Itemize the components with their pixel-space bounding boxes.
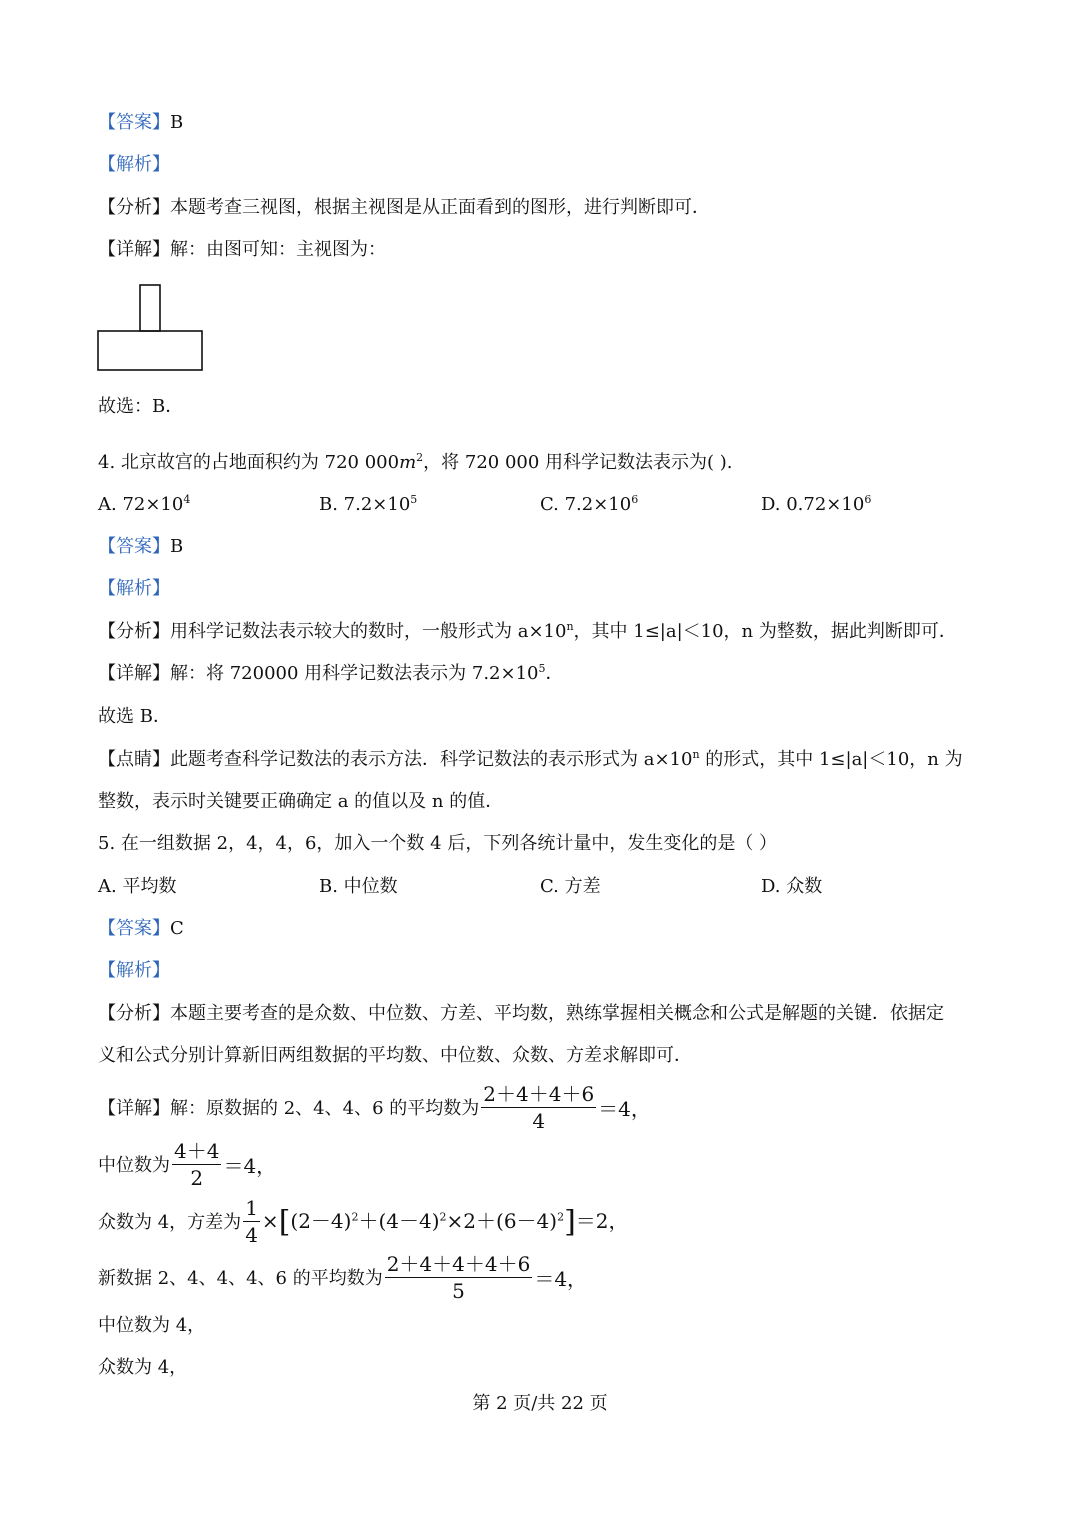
q4-option-d xyxy=(761,493,871,517)
variance-term-3: (6－4) xyxy=(496,1208,558,1233)
variance-prefix: 众数为 4，方差为 xyxy=(98,1212,242,1233)
fraction-denominator: 4 xyxy=(245,1222,258,1247)
fenxi-line1: 本题主要考查的是众数、中位数、方差、平均数，熟练掌握相关概念和公式是解题的关键．依据定 xyxy=(170,1003,944,1024)
q4-answer-line xyxy=(98,535,183,559)
option-label: B. 7.2×10 xyxy=(319,494,411,515)
q5-variance-line xyxy=(98,1193,629,1249)
xiangjie-tag: 【详解】 xyxy=(98,1098,170,1119)
xiangjie-after: ． xyxy=(545,663,564,684)
q4-stem-unit: m xyxy=(399,452,417,473)
dianjing-tag: 【点睛】 xyxy=(98,749,170,770)
answer-tag: 【答案】 xyxy=(98,918,170,939)
variance-exp-1: 2 xyxy=(351,1210,359,1224)
figure-top-rectangle xyxy=(140,285,160,331)
fenxi-text: 本题考查三视图，根据主视图是从正面看到的图形，进行判断即可． xyxy=(170,197,710,218)
q4-xiangjie-line xyxy=(98,662,564,686)
variance-term-2-multiplier: ×2＋ xyxy=(446,1208,497,1233)
q4-stem-unit-exp: 2 xyxy=(416,451,424,464)
fenxi-before: 用科学记数法表示较大的数时，一般形式为 a×10 xyxy=(170,621,567,642)
q3-conclusion: 故选：B． xyxy=(98,396,184,417)
fenxi-tag: 【分析】 xyxy=(98,197,170,218)
mean-old-fraction xyxy=(481,1081,596,1134)
xiangjie-before: 解：将 720000 用科学记数法表示为 7.2×10 xyxy=(170,663,539,684)
q5-option-b: B. 中位数 xyxy=(319,876,398,897)
q4-option-c xyxy=(540,493,638,517)
option-label: D. 0.72×10 xyxy=(761,494,865,515)
page-footer: 第 2 页/共 22 页 xyxy=(472,1393,608,1414)
variance-exp-2: 2 xyxy=(439,1210,447,1224)
xiangjie-exp: 5 xyxy=(538,662,546,675)
median-old-result: ＝4， xyxy=(223,1153,277,1178)
q4-stem-before: 4. 北京故宫的占地面积约为 720 000 xyxy=(98,452,400,473)
q5-mode-new: 众数为 4， xyxy=(98,1357,188,1378)
option-exp: 6 xyxy=(864,493,872,506)
answer-value: B xyxy=(170,536,184,557)
answer-value: C xyxy=(170,918,184,939)
mean-new-result: ＝4， xyxy=(534,1266,588,1291)
median-old-fraction xyxy=(172,1138,221,1191)
variance-coefficient xyxy=(243,1195,260,1248)
answer-value: B xyxy=(170,112,184,133)
q5-mean-new-line xyxy=(98,1249,587,1305)
variance-result: ＝2， xyxy=(575,1208,629,1233)
fraction-denominator: 5 xyxy=(452,1278,465,1303)
answer-tag: 【答案】 xyxy=(98,112,170,133)
variance-term-2: (4－4) xyxy=(378,1208,440,1233)
q5-stem: 5. 在一组数据 2，4，4，6，加入一个数 4 后，下列各统计量中，发生变化的是（ ） xyxy=(98,833,778,854)
q4-option-b xyxy=(319,493,417,517)
q4-stem xyxy=(98,451,733,475)
fenxi-tag: 【分析】 xyxy=(98,621,170,642)
q5-median-new: 中位数为 4， xyxy=(98,1315,206,1336)
dianjing-after: 的形式，其中 1≤|a|＜10，n 为 xyxy=(699,749,963,770)
option-exp: 6 xyxy=(631,493,639,506)
q5-fenxi-line xyxy=(98,1002,944,1026)
option-label: A. 72×10 xyxy=(98,494,184,515)
q4-jiexi-line xyxy=(98,577,170,601)
fraction-denominator: 4 xyxy=(532,1108,546,1133)
xiangjie-tag: 【详解】 xyxy=(98,663,170,684)
q5-fenxi-line2: 义和公式分别计算新旧两组数据的平均数、中位数、众数、方差求解即可． xyxy=(98,1045,692,1066)
q4-dianjing-line2: 整数，表示时关键要正确确定 a 的值以及 n 的值． xyxy=(98,791,504,812)
median-old-prefix: 中位数为 xyxy=(98,1155,170,1176)
mean-old-result: ＝4， xyxy=(598,1096,651,1121)
figure-base-rectangle xyxy=(98,331,202,370)
q5-option-a: A. 平均数 xyxy=(98,876,177,897)
fraction-numerator: 4＋4 xyxy=(174,1138,220,1163)
mean-new-prefix: 新数据 2、4、4、4、6 的平均数为 xyxy=(98,1268,383,1289)
left-bracket: [ xyxy=(278,1204,291,1240)
front-view-figure xyxy=(96,283,206,375)
fraction-denominator: 2 xyxy=(190,1165,204,1190)
q5-answer-line xyxy=(98,917,184,941)
times-sign: × xyxy=(261,1208,279,1233)
fenxi-after: ，其中 1≤|a|＜10，n 为整数，据此判断即可． xyxy=(573,621,957,642)
q4-conclusion: 故选 B． xyxy=(98,706,171,727)
fenxi-tag: 【分析】 xyxy=(98,1003,170,1024)
mean-old-prefix: 解：原数据的 2、4、4、6 的平均数为 xyxy=(170,1098,480,1119)
q5-option-c: C. 方差 xyxy=(540,876,601,897)
q3-jiexi-line xyxy=(98,153,170,177)
q4-option-a xyxy=(98,493,190,517)
option-exp: 4 xyxy=(183,493,191,506)
dianjing-exp: n xyxy=(692,748,700,761)
fraction-numerator: 1 xyxy=(245,1195,258,1220)
plus-sign: ＋ xyxy=(358,1208,379,1233)
q4-stem-after: ，将 720 000 用科学记数法表示为( ). xyxy=(423,452,733,473)
jiexi-tag: 【解析】 xyxy=(98,154,170,175)
mean-new-fraction xyxy=(385,1251,533,1304)
q5-option-d: D. 众数 xyxy=(761,876,823,897)
fraction-numerator: 2＋4＋4＋6 xyxy=(483,1081,595,1106)
q3-answer-line xyxy=(98,111,183,135)
q3-fenxi-line xyxy=(98,196,710,220)
jiexi-tag: 【解析】 xyxy=(98,578,170,599)
variance-term-1: (2－4) xyxy=(290,1208,352,1233)
dianjing-before: 此题考查科学记数法的表示方法．科学记数法的表示形式为 a×10 xyxy=(170,749,693,770)
q3-xiangjie-line xyxy=(98,238,386,262)
q5-mean-old-line xyxy=(98,1079,651,1135)
q5-jiexi-line xyxy=(98,959,170,983)
fenxi-exp: n xyxy=(566,620,574,633)
variance-expression xyxy=(262,1205,629,1238)
answer-tag: 【答案】 xyxy=(98,536,170,557)
xiangjie-tag: 【详解】 xyxy=(98,239,170,260)
option-exp: 5 xyxy=(410,493,418,506)
fraction-numerator: 2＋4＋4＋4＋6 xyxy=(386,1251,531,1276)
q4-dianjing-line xyxy=(98,748,963,772)
variance-exp-3: 2 xyxy=(557,1210,565,1224)
xiangjie-text: 解：由图可知：主视图为： xyxy=(170,239,386,260)
option-label: C. 7.2×10 xyxy=(540,494,632,515)
right-bracket: ] xyxy=(564,1204,576,1240)
jiexi-tag: 【解析】 xyxy=(98,960,170,981)
q4-fenxi-line xyxy=(98,620,957,644)
q5-median-old-line xyxy=(98,1136,276,1192)
